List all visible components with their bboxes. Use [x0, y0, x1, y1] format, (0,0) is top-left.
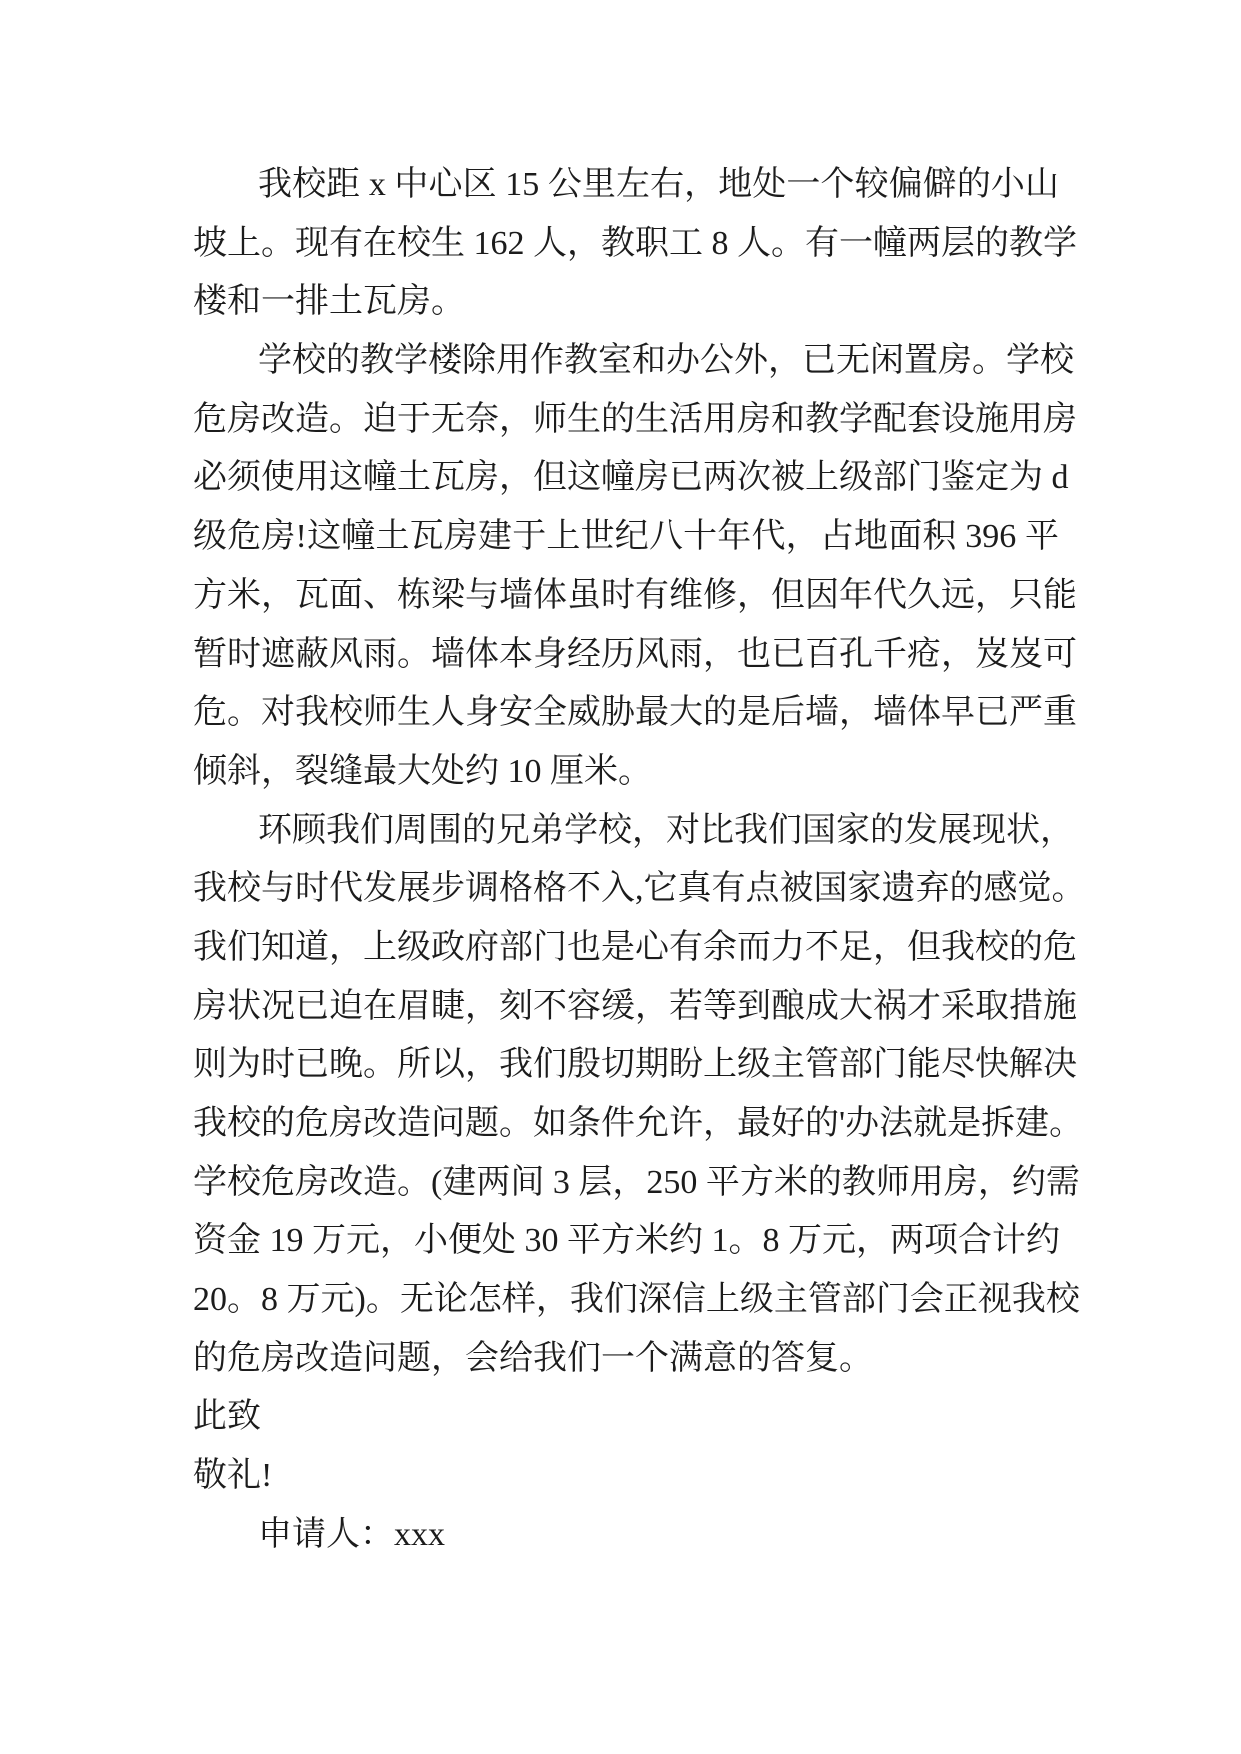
text-line: 暂时遮蔽风雨。墙体本身经历风雨，也已百孔千疮，岌岌可	[193, 635, 1077, 673]
text-line: 坡上。现有在校生 162 人，教职工 8 人。有一幢两层的教学	[193, 224, 1077, 262]
text-line: 我校与时代发展步调格格不入,它真有点被国家遗弃的感觉。	[193, 870, 1086, 908]
closing-regards: 敬礼!	[193, 1457, 273, 1495]
paragraph-request	[193, 802, 1086, 1389]
text-line: 我们知道，上级政府部门也是心有余而力不足，但我校的危	[193, 928, 1077, 966]
text-line: 我校距 x 中心区 15 公里左右，地处一个较偏僻的小山	[258, 166, 1059, 203]
text-line: 房状况已迫在眉睫，刻不容缓，若等到酿成大祸才采取措施	[193, 987, 1077, 1025]
text-line: 倾斜，裂缝最大处约 10 厘米。	[193, 752, 652, 790]
signature-name: xxx	[394, 1515, 445, 1553]
text-line: 楼和一排土瓦房。	[193, 283, 465, 321]
signature-line	[193, 1506, 1059, 1565]
text-line: 的危房改造问题，会给我们一个满意的答复。	[193, 1339, 873, 1377]
text-line: 学校危房改造。(建两间 3 层，250 平方米的教师用房，约需	[193, 1163, 1080, 1201]
text-line: 危。对我校师生人身安全威胁最大的是后墙，墙体早已严重	[193, 694, 1077, 732]
paragraph-school-location	[193, 156, 1077, 332]
text-line: 则为时已晚。所以，我们殷切期盼上级主管部门能尽快解决	[193, 1046, 1077, 1084]
letter-body	[193, 156, 1086, 1565]
text-line: 我校的危房改造问题。如条件允许，最好的'办法就是拆建。	[193, 1105, 1084, 1142]
text-line: 级危房!这幢土瓦房建于上世纪八十年代，占地面积 396 平	[193, 518, 1059, 556]
text-line: 学校的教学楼除用作教室和办公外，已无闲置房。学校	[258, 342, 1074, 380]
signature-label: 申请人：	[258, 1515, 394, 1553]
text-line: 方米，瓦面、栋梁与墙体虽时有维修，但因年代久远，只能	[193, 576, 1077, 614]
text-line: 必须使用这幢土瓦房，但这幢房已两次被上级部门鉴定为 d	[193, 459, 1069, 497]
closing-salutation: 此致	[193, 1398, 261, 1436]
text-line: 危房改造。迫于无奈，师生的生活用房和教学配套设施用房	[193, 400, 1077, 438]
paragraph-building-condition	[193, 332, 1077, 802]
text-line: 20。8 万元)。无论怎样，我们深信上级主管部门会正视我校	[193, 1281, 1080, 1319]
text-line: 环顾我们周围的兄弟学校，对比我们国家的发展现状，	[258, 811, 1074, 849]
text-line: 资金 19 万元，小便处 30 平方米约 1。8 万元，两项合计约	[193, 1222, 1060, 1260]
